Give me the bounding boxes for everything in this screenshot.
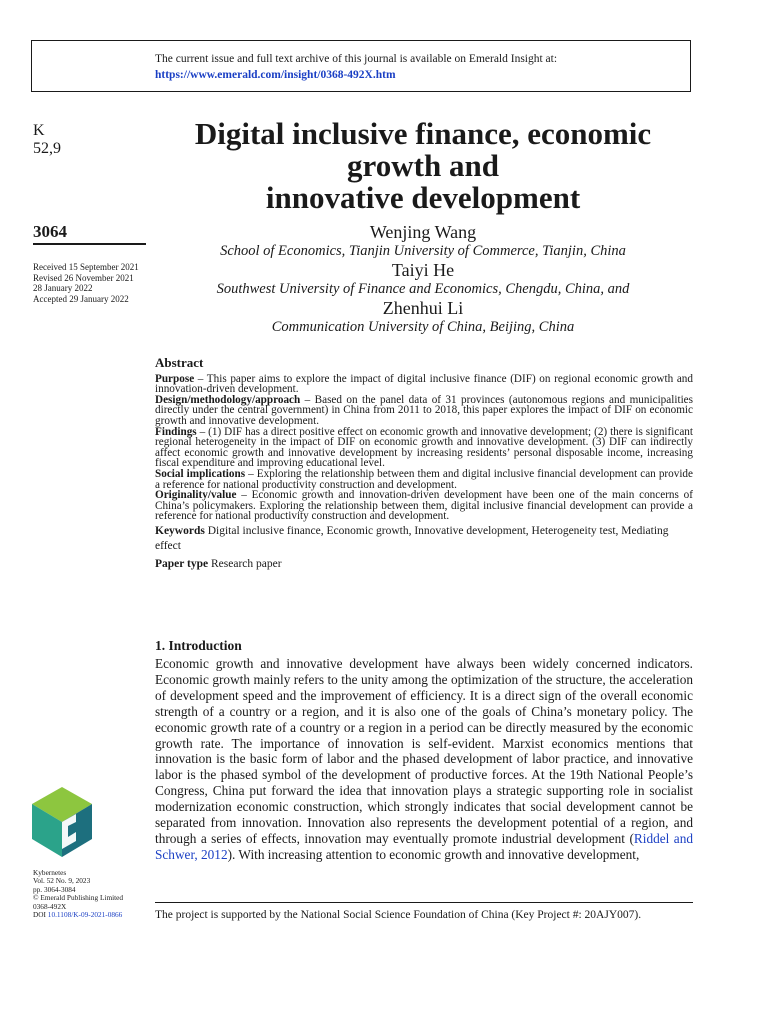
author-name: Zhenhui Li	[382, 298, 464, 318]
abstract-originality	[155, 490, 693, 522]
section-heading: 1. Introduction	[155, 638, 242, 653]
publisher: © Emerald Publishing Limited	[33, 893, 124, 903]
abstract-heading: Abstract	[155, 355, 204, 370]
page-number: 3064	[33, 222, 67, 241]
intro-text-cont: ). With increasing attention to economic growth and innovative development,	[227, 846, 640, 862]
received-dates	[33, 262, 139, 304]
keywords-label: Keywords	[155, 524, 205, 537]
journal-url-link[interactable]: https://www.emerald.com/insight/0368-492X.htm	[155, 69, 396, 81]
intro-paragraph	[155, 656, 693, 863]
doi-label: DOI	[33, 910, 48, 920]
margin-divider	[33, 243, 146, 245]
journal-abbrev: K	[33, 122, 45, 139]
citation-link[interactable]: Riddel and Schwer, 2012	[155, 830, 693, 862]
author-list	[155, 222, 691, 336]
abstract-label: Findings	[155, 425, 197, 438]
paper-type	[155, 557, 693, 573]
footnote-divider	[155, 902, 693, 903]
abstract-text: – (1) DIF has a direct positive effect on economic growth and innovative development; (2) there is significant regional heterogeneity in the impact of DIF on economic growth and innovative development. (3) DIF can indirectly affect economic growth and innovative development by increasing residents’ personal disposable income, increasing fiscal expenditure and improving educational level.	[155, 425, 693, 470]
keywords	[155, 524, 693, 555]
paper-type-text: Research paper	[208, 557, 282, 570]
abstract-social	[155, 469, 693, 490]
date-received: Received 15 September 2021	[33, 262, 139, 272]
introduction-section	[155, 638, 693, 863]
access-info-box	[31, 40, 691, 92]
date-revised: Revised 26 November 2021	[33, 272, 134, 283]
journal-code	[33, 122, 61, 158]
author-name: Wenjing Wang	[369, 222, 477, 242]
date-revised-2: 28 January 2022	[33, 283, 93, 293]
abstract-label: Originality/value	[155, 489, 237, 502]
abstract	[155, 355, 693, 572]
title-line-2: growth and	[347, 148, 499, 183]
publication-info	[33, 869, 123, 919]
author-name: Taiyi He	[391, 260, 455, 280]
abstract-label: Purpose	[155, 372, 195, 385]
author-affiliation: Communication University of China, Beijing, China	[271, 319, 575, 335]
emerald-logo-icon	[32, 787, 92, 857]
author-affiliation: Southwest University of Finance and Economics, Chengdu, China, and	[216, 281, 630, 297]
abstract-findings	[155, 427, 693, 469]
funding-footnote: The project is supported by the National Social Science Foundation of China (Key Project #: 20AJY007).	[155, 909, 642, 921]
abstract-design	[155, 395, 693, 427]
volume-issue: 52,9	[33, 140, 61, 157]
doi-link[interactable]: 10.1108/K-09-2021-0866	[47, 910, 123, 920]
intro-text: Economic growth and innovative development have always been widely concerned indicators. Economic growth mainly refers to the unity among the optimization of the structure, the acceleration of development speed and the improvement of efficiency. It is a direct sign of the overall economic strength of a country or a region, and it is also one of the goals of China’s monetary policy. The economic growth rate of a country or a region in a period can be directly measured by the economic growth rate. The importance of innovation is self-evident. Marxist economics mentions that innovation is the basic form of labor and the phased development of labor practice, and innovative labor is the phased symbol of the development of productive forces. At the 19th National People’s Congress, China put forward the idea that innovation plays a strategic supporting role in socialist modernization economic construction, which strongly indicates that social development cannot be separated from innovation. Innovation also represents the development potential of a region, and through a series of effects, innovation may eventually promote industrial development (	[155, 656, 693, 846]
keywords-text: Digital inclusive finance, Economic growth, Innovative development, Heterogeneity test, Mediating effect	[155, 524, 669, 553]
page-range: pp. 3064-3084	[33, 884, 76, 894]
title-line-3: innovative development	[265, 180, 581, 215]
date-accepted: Accepted 29 January 2022	[33, 293, 129, 304]
abstract-label: Design/methodology/approach	[155, 393, 301, 406]
article-title	[155, 118, 691, 214]
abstract-text: – Exploring the relationship between them and digital inclusive financial development can provide a reference for national productivity construction and development.	[155, 467, 693, 491]
abstract-text: – Based on the panel data of 31 provinces (autonomous regions and municipalities directly under the central government) in China from 2011 to 2018, this paper explores the impact of DIF on economic growth and innovative development.	[155, 393, 693, 427]
abstract-label: Social implications	[155, 467, 246, 480]
paper-type-label: Paper type	[155, 557, 209, 570]
access-text: The current issue and full text archive of this journal is available on Emerald Insight at:	[155, 53, 558, 65]
author-affiliation: School of Economics, Tianjin University of Commerce, Tianjin, China	[220, 243, 626, 259]
abstract-text: – This paper aims to explore the impact of digital inclusive finance (DIF) on regional economic growth and innovation-driven development.	[155, 372, 693, 396]
title-line-1: Digital inclusive finance, economic	[194, 116, 652, 151]
doi-line	[33, 911, 123, 919]
volume-info: Vol. 52 No. 9, 2023	[33, 876, 91, 886]
issn: 0368-492X	[33, 901, 67, 911]
abstract-purpose	[155, 374, 693, 395]
journal-name: Kybernetes	[33, 868, 67, 877]
abstract-text: – Economic growth and innovation-driven development have been one of the main concerns of China’s policymakers. Exploring the relationship between them, digital inclusive financial development can provide a reference for national productivity construction and development.	[155, 489, 693, 523]
